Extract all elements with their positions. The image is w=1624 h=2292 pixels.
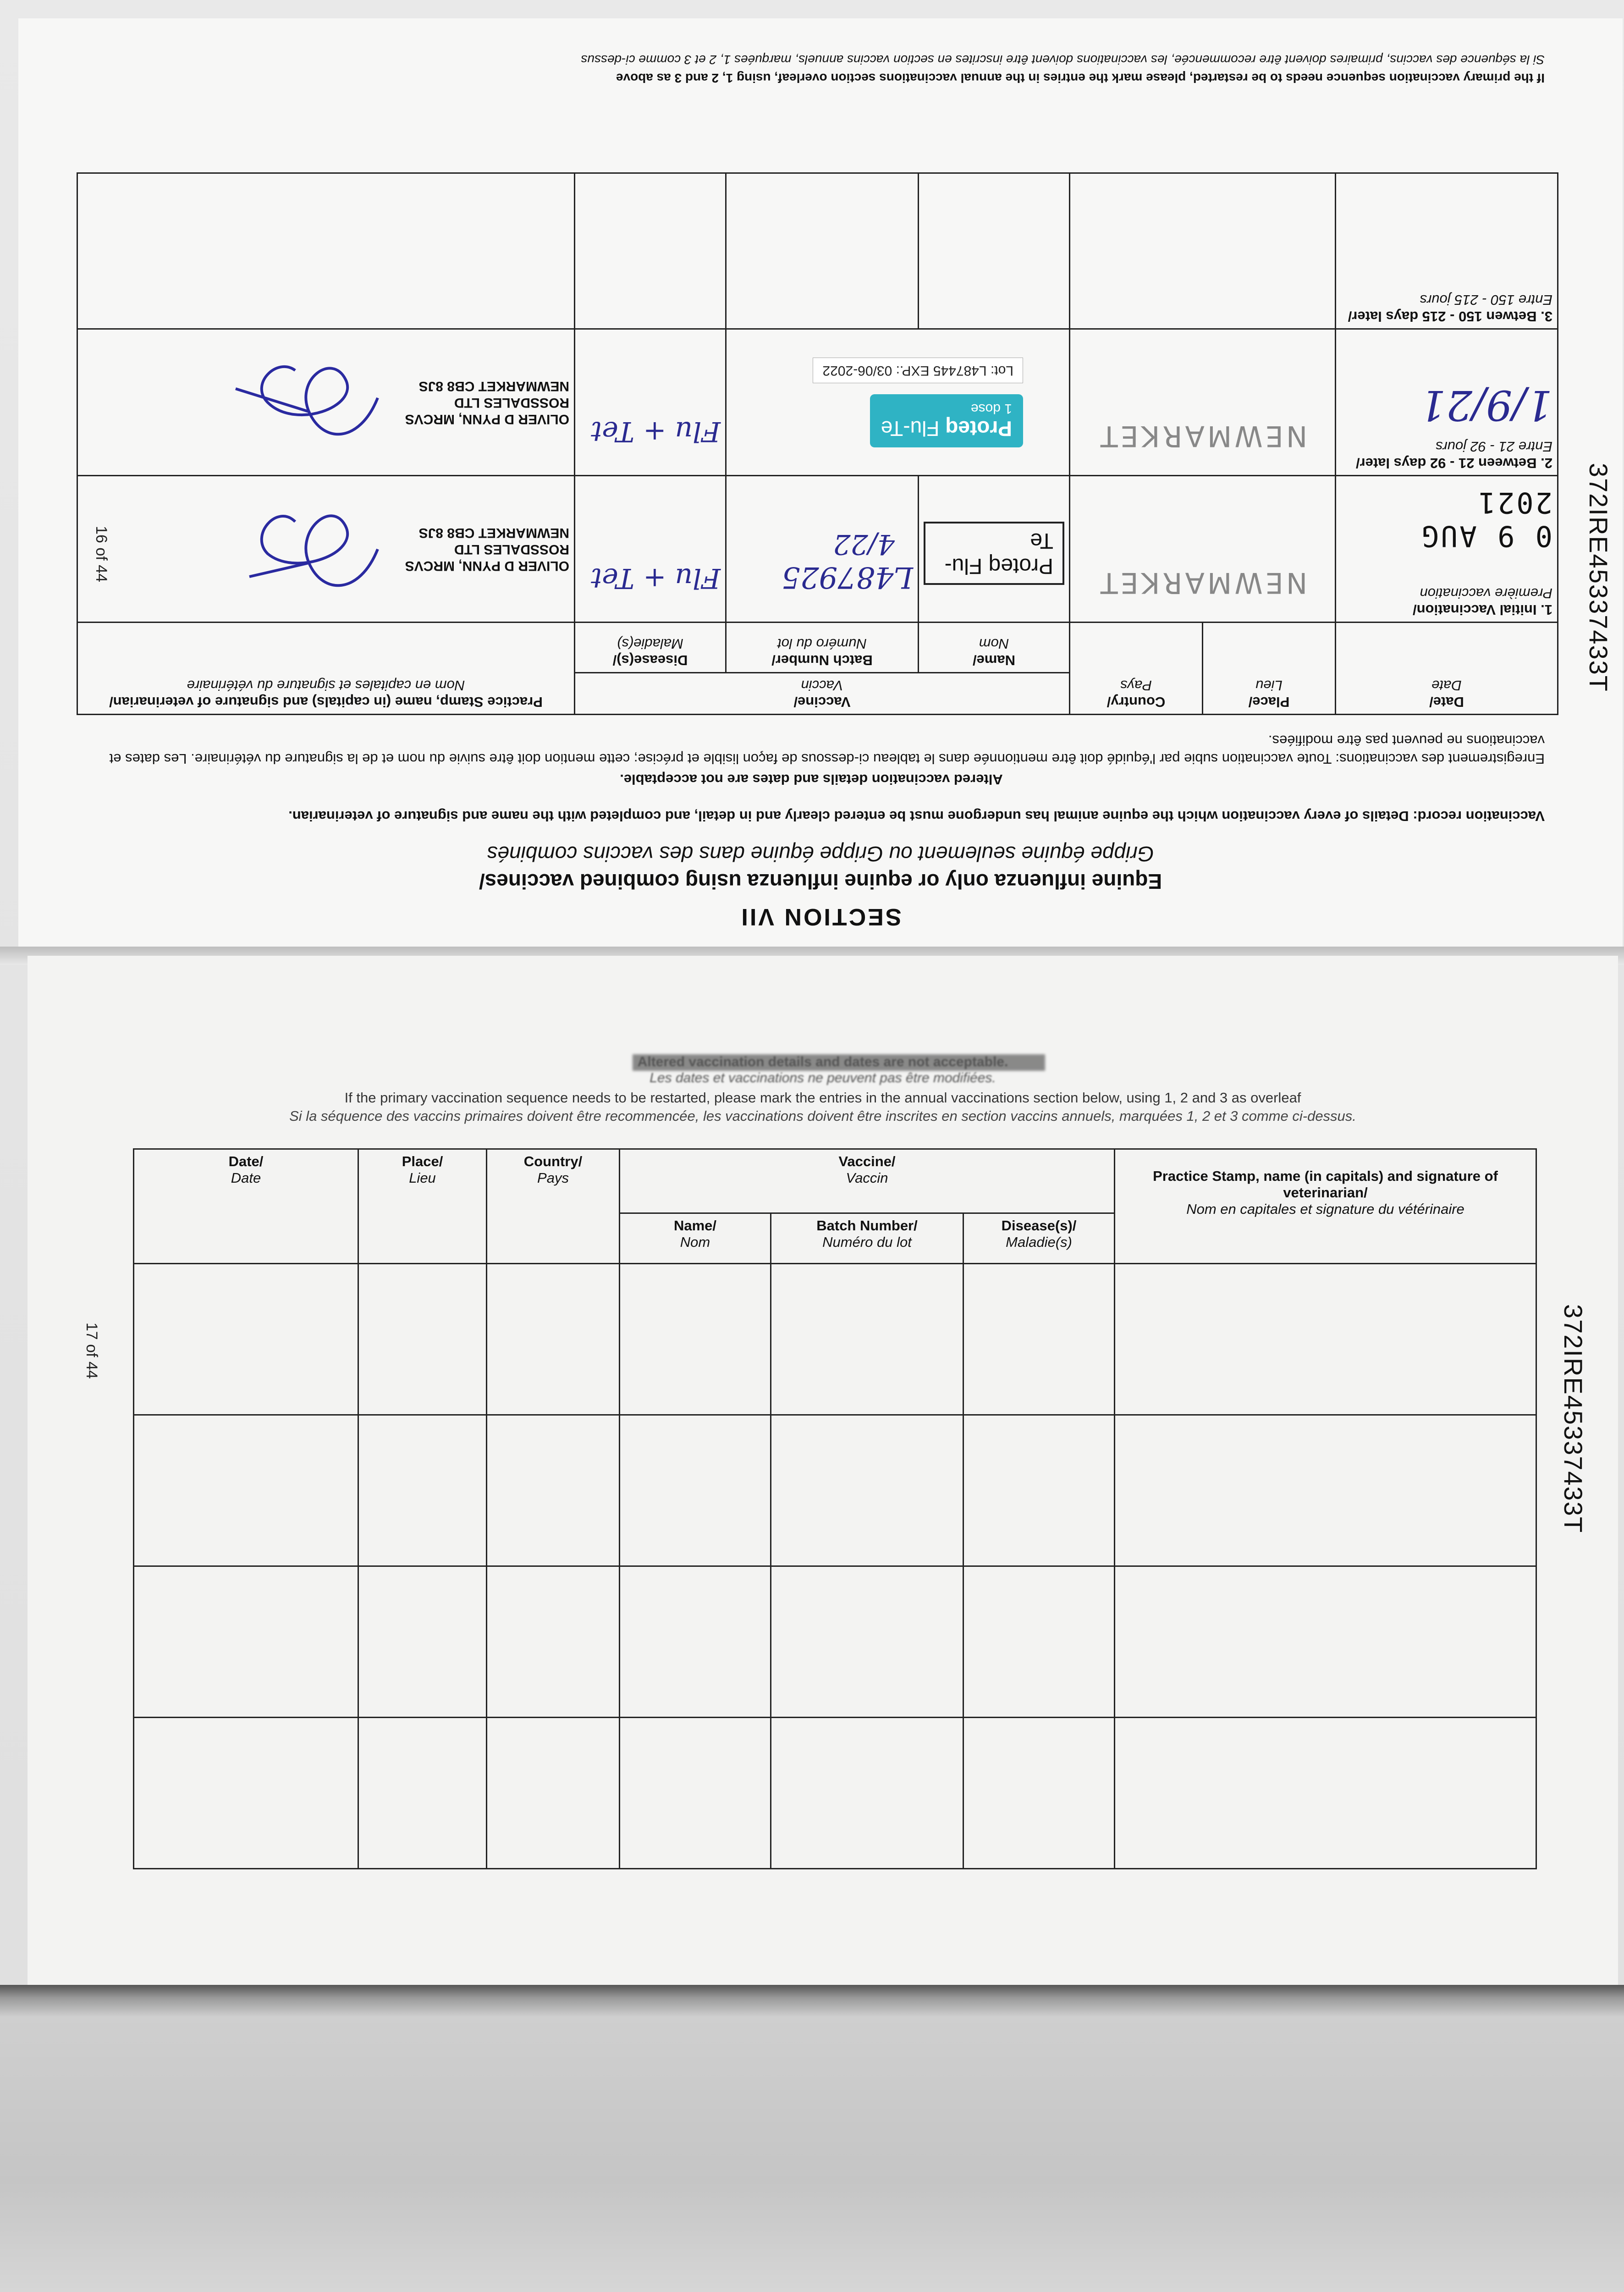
header-country: Country/ Pays <box>487 1149 620 1264</box>
restart-note-lower-en: If the primary vaccination sequence needs to be restarted, please mark the entries in the annual vaccinations section below, using 1, 2 and 3 as overleaf <box>344 1090 1301 1106</box>
table-header-row <box>77 673 1558 715</box>
row2-sticker-lot: Lot: L487445 EXP.: 03/06-2022 <box>813 358 1023 383</box>
page-number-upper: 16 of 44 <box>93 526 110 582</box>
restart-note-upper-en: If the primary vaccination sequence needs to be restarted, please mark the entries in the annual vaccinations section overleaf, using 1, 2 and 3 as above <box>616 71 1545 85</box>
header-country: Country/ Pays <box>1070 623 1203 715</box>
page-number-lower: 17 of 44 <box>83 1322 100 1379</box>
section-title: SECTION VII <box>739 904 902 930</box>
row1-label: 1. Initial Vaccination/ <box>1413 602 1552 618</box>
vaccination-record-label: Vaccination record: <box>1413 808 1545 824</box>
row2-vet-signature <box>231 347 387 457</box>
sticker-product: Flu-Te <box>881 417 940 441</box>
row3-batch-cell <box>726 173 919 329</box>
book-bottom-edge <box>0 1985 1624 2017</box>
scanner-background <box>0 2017 1624 2292</box>
row2-sticker-cell <box>726 329 1070 476</box>
vaccination-record-fr: Enregistrement des vaccinations: Toute vaccination subie par l'équidé doit être mentionnée dans le tableau ci-dessous de façon lisible et précise; cette mention doit être suivie du nom et de la signature du vétérinaire. Les dates et vaccinations ne peuvent pas être modifiées. <box>109 733 1545 767</box>
row1-practice-cell <box>77 476 575 623</box>
header-disease: Disease(s)/ Maladie(s) <box>575 623 726 673</box>
row1-batch-handwritten: L487925 <box>782 560 913 594</box>
row3-disease-cell <box>575 173 726 329</box>
row3-label-fr: Entre 150 - 215 jours <box>1420 292 1552 308</box>
vaccination-record-en: Details of every vaccination which the equine animal has undergone must be entered clearly and in detail, and completed with the name and signature of veterinarian. <box>288 808 1409 824</box>
horse-id-upper: 372IRE45337433T <box>1584 463 1613 692</box>
table-row <box>134 1264 1536 1415</box>
row3-label: 3. Betwen 150 - 215 days later/ <box>1348 309 1552 325</box>
upper-page <box>18 18 1623 949</box>
primary-vaccination-table <box>77 172 1558 715</box>
page-subtitle: Grippe équine seulement ou Grippe équine dans des vaccins combinés <box>487 842 1154 866</box>
row2-place-stamp: NEWMARKET <box>1097 419 1308 453</box>
header-practice: Practice Stamp, name (in capitals) and signature of veterinarian/ Nom en capitales et signature du vétérinaire <box>77 623 575 715</box>
row2-vet-stamp: OLIVER D PYNN, MRCVS ROSSDALES LTD NEWMARKET CB8 8JS <box>405 379 569 427</box>
table-row <box>77 329 1558 476</box>
header-date: Date/ Date <box>1336 623 1558 715</box>
row1-batch-date-handwritten: 4/22 <box>833 528 895 560</box>
row1-place-cell <box>1070 476 1336 623</box>
altered-warning-lower: Altered vaccination details and dates are not acceptable. <box>637 1054 1008 1069</box>
row2-label-fr: Entre 21 - 92 jours <box>1435 439 1552 455</box>
row2-place-cell <box>1070 329 1336 476</box>
restart-note-upper-fr: Si la séquence des vaccins, primaires doivent être recommencée, les vaccinations doivent être inscrites en section vaccins annuels, marquées 1, 2 et 3 comme ci-dessus <box>581 53 1545 67</box>
table-row <box>134 1415 1536 1566</box>
horse-id-lower: 372IRE45337433T <box>1559 1304 1588 1534</box>
header-date: Date/ Date <box>134 1149 358 1264</box>
row3-date-cell <box>1336 173 1558 329</box>
row1-date-cell <box>1336 476 1558 623</box>
altered-warning-upper: Altered vaccination details and dates are not acceptable. <box>620 771 1003 788</box>
table-row <box>134 1566 1536 1718</box>
table-row <box>77 476 1558 623</box>
table-header-row <box>134 1149 1536 1213</box>
vaccination-record-text <box>78 807 1545 825</box>
row2-label: 2. Between 21 - 92 days later/ <box>1355 455 1552 471</box>
header-name: Name/ Nom <box>919 623 1070 673</box>
row2-date-cell <box>1336 329 1558 476</box>
header-practice: Practice Stamp, name (in capitals) and signature of veterinarian/ Nom en capitales et signature du vétérinaire <box>1115 1149 1536 1264</box>
row1-label-fr: Première vaccination <box>1420 585 1552 601</box>
sticker-brand: Proteq <box>945 417 1012 441</box>
row2-vaccine-sticker <box>870 394 1023 447</box>
row3-name-cell <box>919 173 1070 329</box>
row2-date-handwritten: 1/9/21 <box>1420 381 1552 429</box>
header-batch: Batch Number/ Numéro du lot <box>726 623 919 673</box>
sticker-dose: 1 dose <box>970 401 1012 416</box>
row3-practice-cell <box>77 173 575 329</box>
row2-disease-cell <box>575 329 726 476</box>
row1-disease-cell <box>575 476 726 623</box>
row2-disease-handwritten: Flu + Tet <box>591 415 721 447</box>
row1-vet-stamp: OLIVER D PYNN, MRCVS ROSSDALES LTD NEWMARKET CB8 8JS <box>405 525 569 573</box>
header-vaccine: Vaccine/ Vaccin <box>575 673 1070 715</box>
row1-place-stamp: NEWMARKET <box>1097 566 1308 600</box>
row3-place-cell <box>1070 173 1336 329</box>
header-disease: Disease(s)/ Maladie(s) <box>963 1213 1115 1264</box>
row1-vet-signature <box>240 494 387 604</box>
row2-practice-cell <box>77 329 575 476</box>
annual-vaccination-table <box>133 1148 1537 1869</box>
lower-page <box>28 956 1618 1987</box>
row1-vaccine-label: Proteq Flu-Te <box>924 522 1064 585</box>
restart-note-lower-fr: Si la séquence des vaccins primaires doivent être recommencée, les vaccinations doivent être inscrites en section vaccins annuels, marquées 1, 2 et 3 comme ci-dessus. <box>289 1108 1356 1124</box>
row1-batch-cell <box>726 476 919 623</box>
row1-disease-handwritten: Flu + Tet <box>591 562 721 594</box>
header-place: Place/ Lieu <box>358 1149 487 1264</box>
header-vaccine: Vaccine/ Vaccin <box>620 1149 1115 1213</box>
row1-date-stamp: 0 9 AUG 2021 <box>1420 486 1552 553</box>
table-row <box>77 173 1558 329</box>
header-name: Name/ Nom <box>620 1213 771 1264</box>
row1-vaccine-name-cell <box>919 476 1070 623</box>
altered-warning-lower-fr: Les dates et vaccinations ne peuvent pas être modifiées. <box>650 1070 996 1085</box>
header-batch: Batch Number/ Numéro du lot <box>771 1213 963 1264</box>
table-row <box>134 1718 1536 1869</box>
page-title: Equine influenza only or equine influenza using combined vaccines/ <box>479 870 1162 893</box>
header-place: Place/ Lieu <box>1203 623 1336 715</box>
